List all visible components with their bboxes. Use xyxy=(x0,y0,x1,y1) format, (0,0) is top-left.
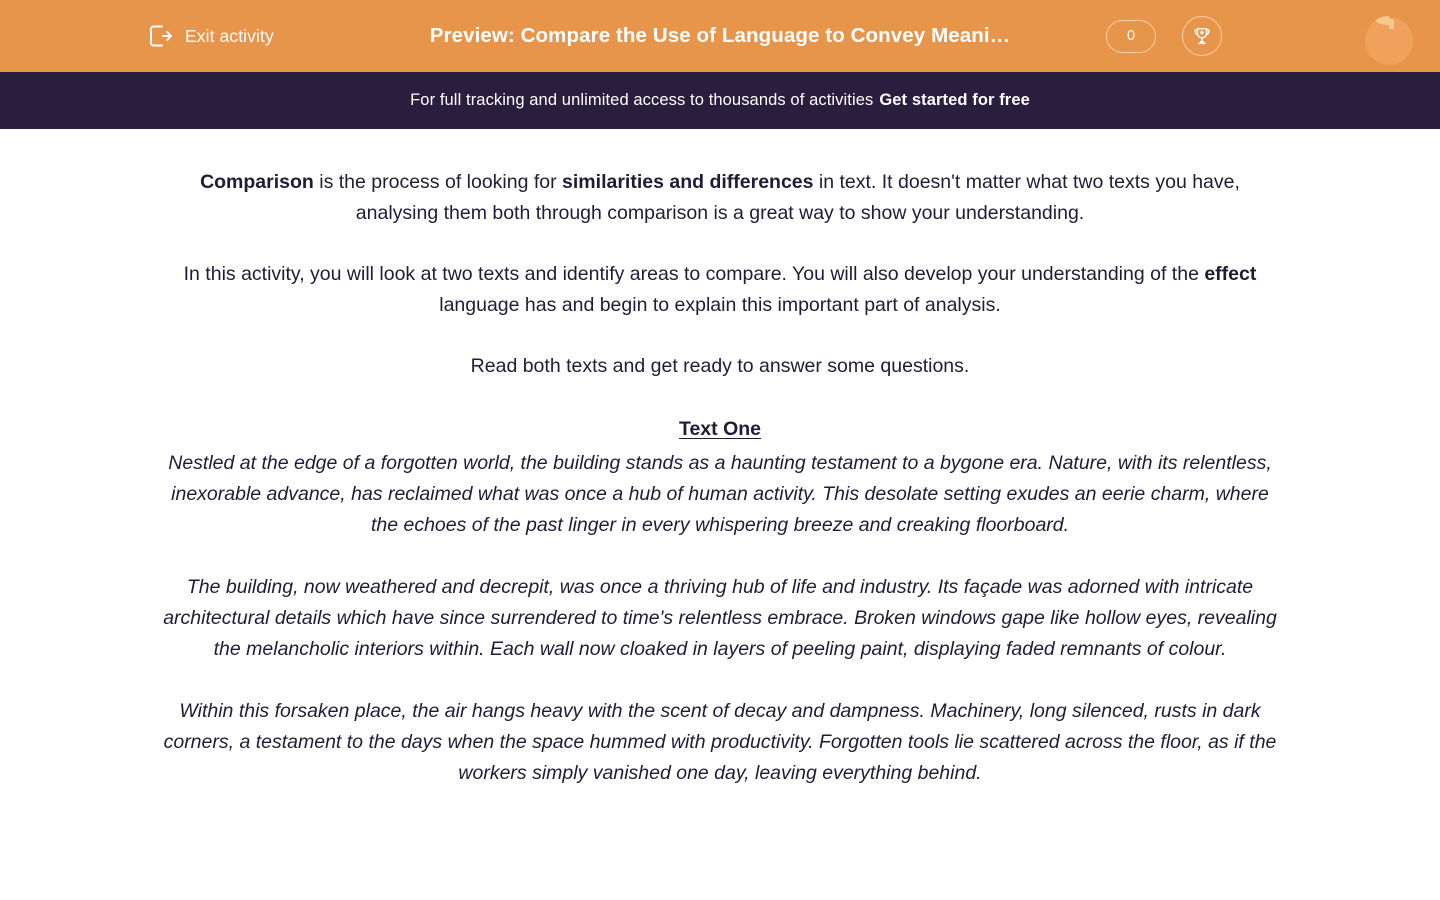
intro-paragraph-3: Read both texts and get ready to answer some questions. xyxy=(470,355,970,377)
achievements-button[interactable] xyxy=(1182,16,1222,56)
text-one-paragraph-2: The building, now weathered and decrepit, was once a thriving hub of life and industry. Its façade was adorned with intricate architectural details which have since surrendered to time's relentless embrace. Broken windows gape like hollow eyes, revealing the melancholic interiors within. Each wall now cloaked in layers of peeling paint, displaying faded remnants of colour. xyxy=(163,576,1277,660)
intro-text-1b: in text. It doesn't matter what two texts you have, analysing them both through comparison is a great way to show your understanding. xyxy=(355,171,1240,224)
text-one-paragraph-1: Nestled at the edge of a forgotten world, the building stands as a haunting testament to a bygone era. Nature, with its relentless, inexorable advance, has reclaimed what was once a hub of human activity. This desolate setting exudes an eerie charm, where the echoes of the past linger in every whispering breeze and creaking floorboard. xyxy=(168,452,1272,536)
app-header xyxy=(0,0,1440,72)
intro-paragraph-1 xyxy=(160,167,1280,229)
promo-banner-text: For full tracking and unlimited access to thousands of activities xyxy=(410,91,874,109)
get-started-link[interactable]: Get started for free xyxy=(879,91,1030,109)
text-one-heading: Text One xyxy=(679,418,761,440)
user-avatar[interactable] xyxy=(1358,5,1420,67)
intro-bold-similarities: similarities and differences xyxy=(562,171,814,193)
points-value: 0 xyxy=(1126,28,1136,44)
header-actions xyxy=(1106,0,1440,72)
exit-activity-button[interactable] xyxy=(146,0,274,72)
exit-activity-label: Exit activity xyxy=(185,25,274,46)
intro-text-1a: is the process of looking for xyxy=(313,171,563,193)
intro-paragraph-2 xyxy=(160,259,1280,321)
exit-door-arrow-icon xyxy=(146,22,174,50)
trophy-icon xyxy=(1191,25,1213,47)
intro-text-2a: In this activity, you will look at two texts and identify areas to compare. You will also develop your understanding of the xyxy=(183,263,1205,285)
content-inner xyxy=(160,167,1280,789)
text-one-paragraph-3: Within this forsaken place, the air hangs heavy with the scent of decay and dampness. Machinery, long silenced, rusts in dark corners, a testament to the days when the space hummed with productivity. Forgotten tools lie scattered across the floor, as if the workers simply vanished one day, leaving everything behind. xyxy=(163,700,1277,784)
intro-bold-comparison: Comparison xyxy=(200,171,314,193)
activity-title-text: Preview: Compare the Use of Language to Convey Meani… xyxy=(429,24,1011,47)
intro-text-2b: language has and begin to explain this important part of analysis. xyxy=(439,294,1001,316)
promo-banner xyxy=(0,72,1440,129)
points-badge[interactable] xyxy=(1106,20,1156,53)
activity-content xyxy=(0,129,1440,789)
intro-bold-effect: effect xyxy=(1204,263,1257,285)
orange-fruit-avatar-icon xyxy=(1358,5,1420,67)
